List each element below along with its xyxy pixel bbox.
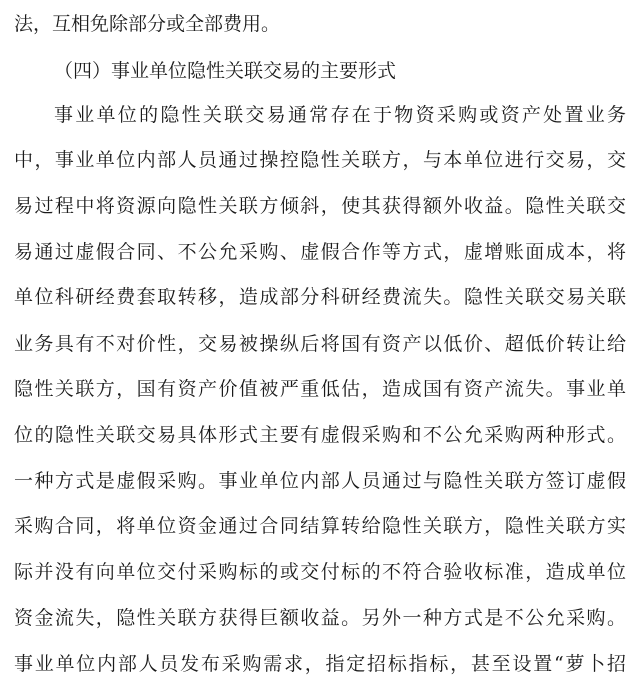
- text-line: 事业单位内部人员发布采购需求，指定招标指标，甚至设置“萝卜招: [14, 653, 626, 675]
- text-line: 一种方式是虚假采购。事业单位内部人员通过与隐性关联方签订虚假: [14, 470, 626, 492]
- text-line: 单位科研经费套取转移，造成部分科研经费流失。隐性关联交易关联: [14, 286, 626, 308]
- text-line: 事业单位的隐性关联交易通常存在于物资采购或资产处置业务: [54, 104, 626, 126]
- text-line: 法，互相免除部分或全部费用。: [14, 13, 281, 35]
- text-line: 采购合同，将单位资金通过合同结算转给隐性关联方，隐性关联方实: [14, 515, 626, 537]
- text-line: 易通过虚假合同、不公允采购、虚假合作等方式，虚增账面成本，将: [14, 241, 626, 263]
- text-line: 位的隐性关联交易具体形式主要有虚假采购和不公允采购两种形式。: [14, 424, 626, 446]
- text-line: 易过程中将资源向隐性关联方倾斜，使其获得额外收益。隐性关联交: [14, 195, 626, 217]
- text-line: 业务具有不对价性，交易被操纵后将国有资产以低价、超低价转让给: [14, 333, 626, 355]
- text-line: 隐性关联方，国有资产价值被严重低估，造成国有资产流失。事业单: [14, 378, 626, 400]
- section-heading: （四）事业单位隐性关联交易的主要形式: [54, 60, 397, 82]
- text-line: 中，事业单位内部人员通过操控隐性关联方，与本单位进行交易，交: [14, 149, 626, 171]
- text-line: 资金流失，隐性关联方获得巨额收益。另外一种方式是不公允采购。: [14, 607, 626, 629]
- text-line: 际并没有向单位交付采购标的或交付标的不符合验收标准，造成单位: [14, 561, 626, 583]
